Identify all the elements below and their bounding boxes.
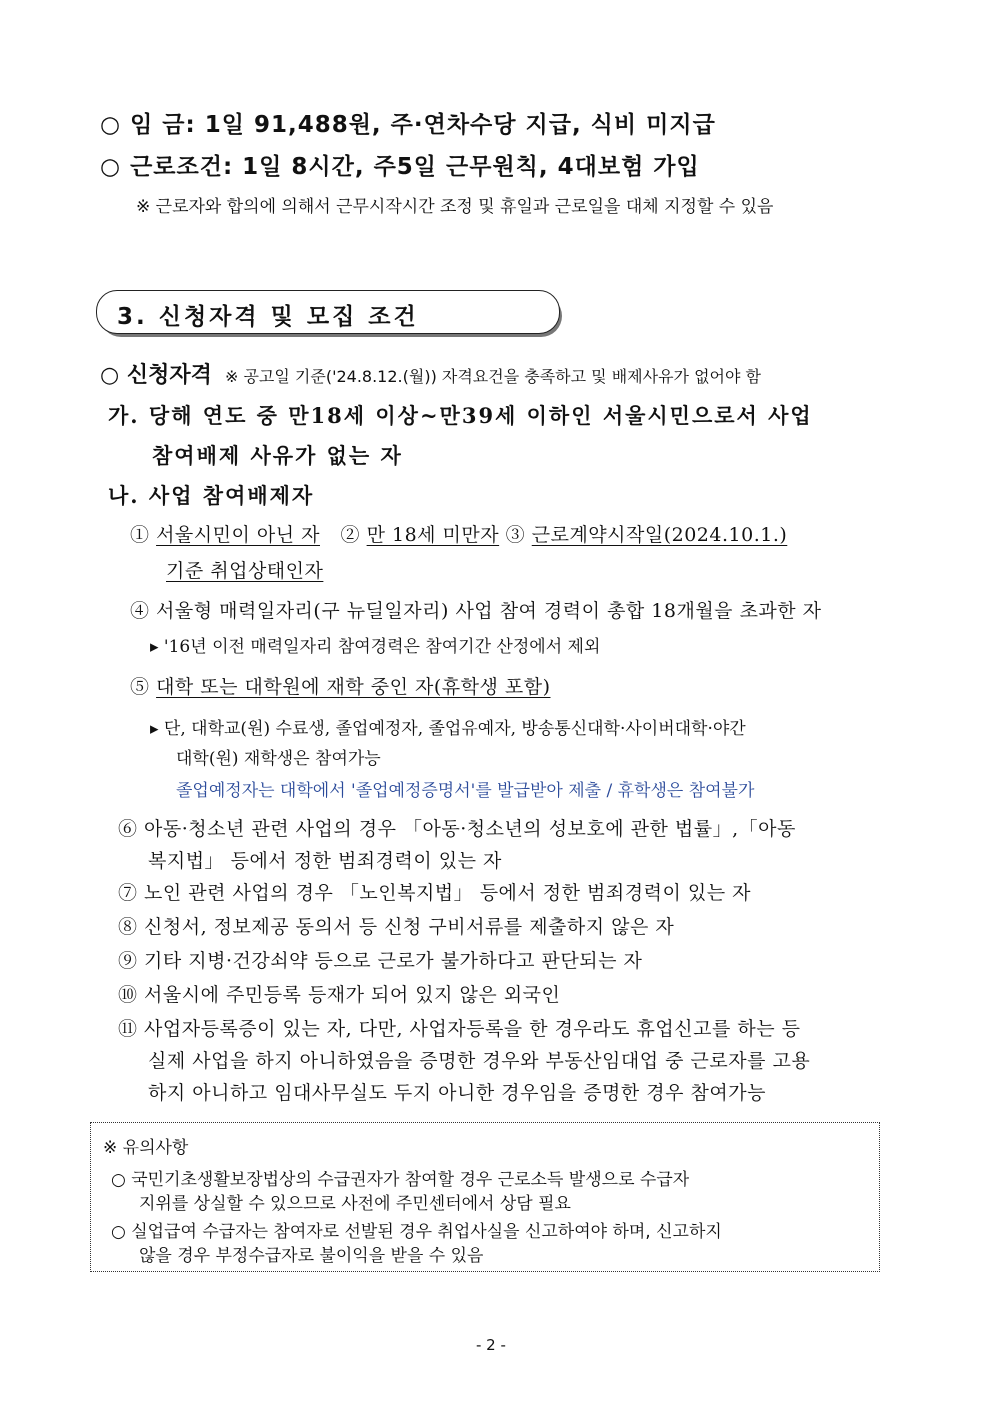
notice-box [90, 1122, 880, 1272]
exclusion-4-note: ▸ '16년 이전 매력일자리 참여경력은 참여기간 산정에서 제외 [150, 637, 601, 657]
eligibility-na: 나. 사업 참여배제자 [108, 483, 315, 508]
exclusion-5-note3: 졸업예정자는 대학에서 '졸업예정증명서'를 발급받아 제출 / 휴학생은 참여불가 [176, 781, 755, 801]
exclusion-2-number: ② [340, 524, 361, 546]
eligibility-row [100, 358, 761, 389]
exclusion-11a: ⑪ 사업자등록증이 있는 자, 다만, 사업자등록을 한 경우라도 휴업신고를 하는 등 [118, 1018, 801, 1040]
exclusion-2: 만 18세 미만자 [366, 524, 500, 546]
exclusion-4: ④ 서울형 매력일자리(구 뉴딜일자리) 사업 참여 경력이 총합 18개월을 초과한 자 [130, 600, 822, 622]
exclusion-1: 서울시민이 아닌 자 [156, 524, 320, 546]
eligibility-ga-line2: 참여배제 사유가 없는 자 [152, 443, 403, 468]
exclusion-10: ⑩ 서울시에 주민등록 등재가 되어 있지 않은 외국인 [118, 984, 561, 1006]
exclusion-1-2-3 [130, 520, 787, 547]
section-header-box [96, 290, 560, 334]
notice-point-1a: ○ 국민기초생활보장법상의 수급권자가 참여할 경우 근로소득 발생으로 수급자 [111, 1170, 690, 1190]
notice-point-2b: 않을 경우 부정수급자로 불이익을 받을 수 있음 [139, 1246, 484, 1266]
page-number: - 2 - [476, 1336, 506, 1354]
exclusion-3-number: ③ [505, 524, 526, 546]
exclusion-5-number: ⑤ [130, 676, 150, 698]
conditions-line: ○ 근로조건: 1일 8시간, 주5일 근무원칙, 4대보험 가입 [100, 154, 700, 180]
eligibility-note: ※ 공고일 기준('24.8.12.(월)) 자격요건을 충족하고 및 배제사유가 없어야 함 [224, 367, 761, 386]
notice-title: ※ 유의사항 [103, 1138, 189, 1158]
exclusion-5-note1: ▸ 단, 대학교(원) 수료생, 졸업예정자, 졸업유예자, 방송통신대학·사이버대학·야간 [150, 719, 746, 739]
exclusion-11b: 실제 사업을 하지 아니하였음을 증명한 경우와 부동산임대업 중 근로자를 고용 [148, 1050, 811, 1072]
section-title: 3. 신청자격 및 모집 조건 [117, 304, 419, 330]
notice-point-2a: ○ 실업급여 수급자는 참여자로 선발된 경우 취업사실을 신고하여야 하며, 신고하지 [111, 1222, 722, 1242]
exclusion-7: ⑦ 노인 관련 사업의 경우 「노인복지법」 등에서 정한 범죄경력이 있는 자 [118, 882, 751, 904]
exclusion-11c: 하지 아니하고 임대사무실도 두지 아니한 경우임을 증명한 경우 참여가능 [148, 1082, 766, 1104]
wage-line: ○ 임 금: 1일 91,488원, 주·연차수당 지급, 식비 미지급 [100, 112, 716, 138]
exclusion-6b: 복지법」 등에서 정한 범죄경력이 있는 자 [148, 850, 502, 872]
exclusion-3a: 근로계약시작일(2024.10.1.) [531, 524, 788, 546]
eligibility-ga-line1: 가. 당해 연도 중 만18세 이상~만39세 이하인 서울시민으로서 사업 [108, 403, 813, 428]
notice-point-1b: 지위를 상실할 수 있으므로 사전에 주민센터에서 상담 필요 [139, 1194, 571, 1214]
exclusion-5-row [130, 672, 551, 699]
exclusion-5-note2: 대학(원) 재학생은 참여가능 [176, 749, 381, 769]
exclusion-1-number: ① [130, 524, 150, 546]
eligibility-label: ○ 신청자격 [100, 363, 212, 388]
exclusion-8: ⑧ 신청서, 정보제공 동의서 등 신청 구비서류를 제출하지 않은 자 [118, 916, 675, 938]
conditions-note: ※ 근로자와 합의에 의해서 근무시작시간 조정 및 휴일과 근로일을 대체 지정할 수 있음 [136, 197, 774, 217]
exclusion-9: ⑨ 기타 지병·건강쇠약 등으로 근로가 불가하다고 판단되는 자 [118, 950, 643, 972]
exclusion-5: 대학 또는 대학원에 재학 중인 자(휴학생 포함) [156, 676, 551, 698]
exclusion-6a: ⑥ 아동·청소년 관련 사업의 경우 「아동·청소년의 성보호에 관한 법률」,「아동 [118, 818, 796, 840]
exclusion-3b: 기준 취업상태인자 [166, 560, 324, 582]
